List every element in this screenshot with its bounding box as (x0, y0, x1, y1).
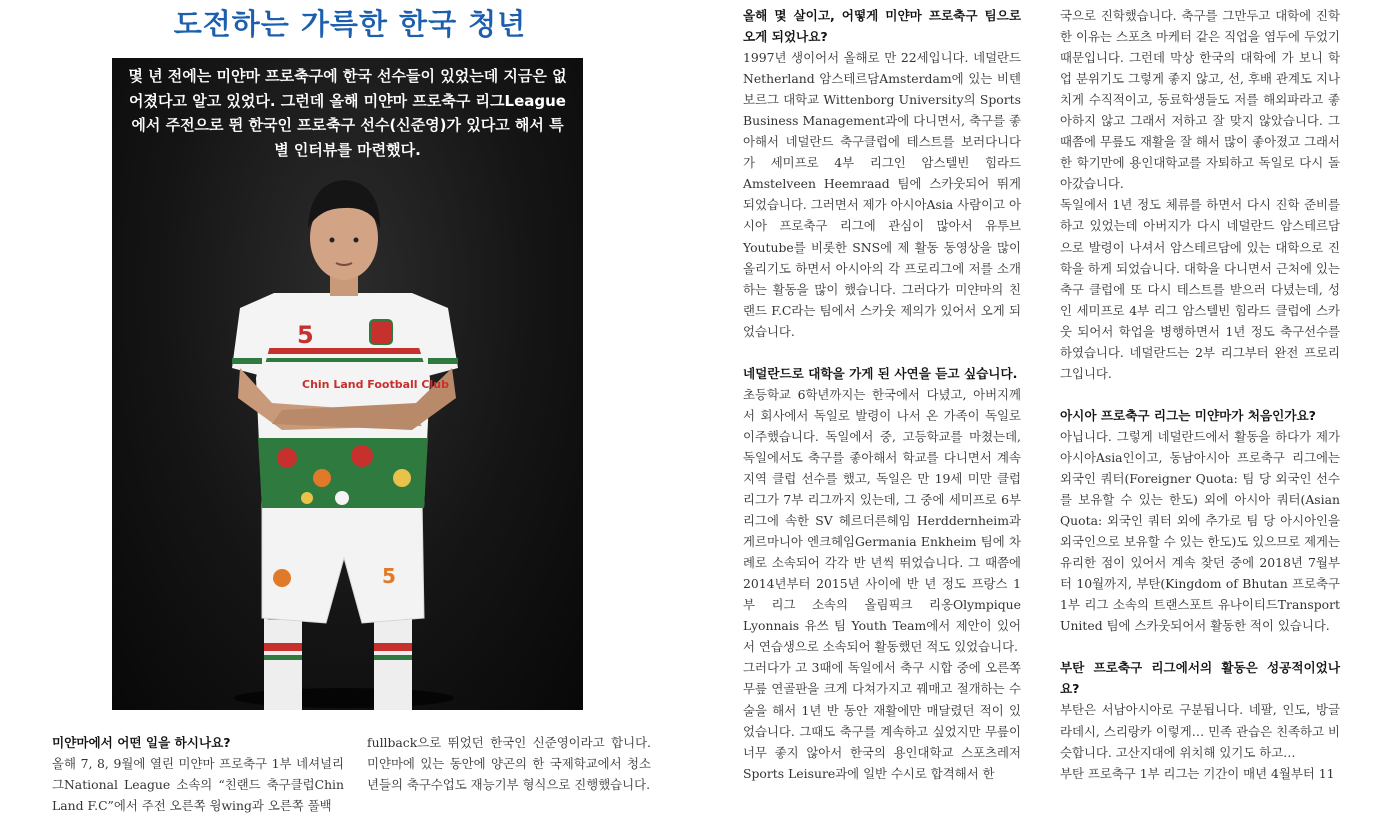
answer-paragraph: 부탄은 서남아시아로 구분됩니다. 네팔, 인도, 방글라데시, 스리랑카 이렇게… 민족 관습은 친족하고 비슷합니다. 고산지대에 위치해 있기도 하고… (1060, 702, 1340, 760)
answer-paragraph: fullback으로 뛰었던 한국인 신준영이라고 합니다. 미얀마에 있는 동안에 양곤의 한 국제학교에서 청소년들의 축구수업도 재능기부 형식으로 진행했습니다. (367, 735, 651, 793)
intro-caption: 몇 년 전에는 미얀마 프로축구에 한국 선수들이 있었는데 지금은 없어졌다고 알고 있었다. 그런데 올해 미얀마 프로축구 리그League에서 주전으로 뛴 한국인 프로축구 선수(신준영)가 있다고 해서 특별 인터뷰를 마련했다. (128, 67, 567, 159)
question-heading: 올해 몇 살이고, 어떻게 미얀마 프로축구 팀으로 오게 되었나요? (743, 8, 1021, 45)
answer-paragraph: 독일에서 1년 정도 체류를 하면서 다시 진학 준비를 하고 있었는데 아버지가 다시 네덜란드 암스테르담으로 발령이 나셔서 암스테르담에 있는 대학으로 진학을 하게 되었습니다. 대학을 다니면서 근처에 있는 축구 클럽에 또 다시 테스트를 받으러 다녔는데, 성인 세미프로 4부 리그 암스텔빈 힘라드 클럽에 스카웃 되어서 학업을 병행하면서 1년 정도 축구선수를 하였습니다. 네덜란드는 2부 리그부터 완전 프로리그입니다. (1060, 197, 1340, 381)
article-column-3 (743, 5, 1021, 784)
question-heading: 네덜란드로 대학을 가게 된 사연을 듣고 싶습니다. (743, 365, 1018, 381)
answer-paragraph: 아닙니다. 그렇게 네덜란드에서 활동을 하다가 제가 아시아Asia인이고, 동남아시아 프로축구 리그에는 외국인 쿼터(Foreigner Quota: 팀 당 외국인 선수를 보유할 수 있는 한도) 외에 아시아 쿼터(Asian Quota: 외국인 쿼터 외에 추가로 팀 당 아시아인을 외국인으로 보유할 수 있는 한도)도 있으므로 제게는 유리한 점이 있어서 계속 찾던 중에 2018년 7월부터 10월까지, 부탄(Kingdom of Bhutan 프로축구 1부 리그 소속의 트랜스포트 유나이티드Transport United 팀에 스카웃되어서 활동한 적이 있습니다. (1060, 428, 1340, 634)
page-title: 도전하는 가륵한 한국 청년 (173, 7, 527, 41)
question-heading: 아시아 프로축구 리그는 미얀마가 처음인가요? (1060, 407, 1316, 423)
answer-paragraph: 초등학교 6학년까지는 한국에서 다녔고, 아버지께서 회사에서 독일로 발령이 나서 온 가족이 독일로 이주했습니다. 독일에서 중, 고등학교를 마쳤는데, 독일에서도 축구를 좋아해서 학교를 다니면서 계속 지역 클럽 선수를 했고, 독일은 만 19세 미만 클럽리그가 7부 리그까지 있는데, 그 중에 세미프로 6부 리그에 속한 SV 헤르더른헤임 Herddernheim과 게르마니아 엔크헤임Germania Enkheim 팀에 차례로 소속되어 각각 반 년씩 뛰었습니다. 그 때쯤에 2014년부터 2015년 사이에 반 년 정도 프랑스 1부 리그 소속의 올림픽크 리옹Olympique Lyonnais 유쓰 팀 Youth Team에서 제안이 있어서 연습생으로 소속되어 활동했던 적도 있었습니다. (743, 386, 1021, 655)
article-column-2 (367, 732, 651, 795)
answer-paragraph: 국으로 진학했습니다. 축구를 그만두고 대학에 진학한 이유는 스포츠 마케터 같은 직업을 염두에 두었기 때문입니다. 그런데 막상 한국의 대학에 가 보니 학업 분위기도 그렇게 좋지 않고, 선, 후배 관계도 지나치게 수직적이고, 동료학생들도 저를 해외파라고 좋아하지 않고 그래서 저하고 잘 맞지 않았습니다. 그때쯤에 무릎도 재활을 잘 해서 많이 좋아졌고 그래서 한 학기만에 용인대학교를 자퇴하고 독일로 다시 돌아갔습니다. (1060, 8, 1340, 192)
svg-text:5: 5 (297, 321, 314, 349)
jersey-text: Chin Land Football Club (302, 378, 449, 391)
player-photo (112, 58, 583, 710)
question-heading: 부탄 프로축구 리그에서의 활동은 성공적이었나요? (1060, 660, 1340, 697)
svg-text:5: 5 (382, 564, 396, 588)
article-column-4 (1060, 5, 1340, 784)
answer-paragraph: 올해 7, 8, 9월에 열린 미얀마 프로축구 1부 네셔널리그National League 소속의 “친랜드 축구클럽Chin Land F.C”에서 주전 오른쪽 윙wing과 오른쪽 풀백 (52, 756, 344, 814)
answer-paragraph: 그러다가 고 3때에 독일에서 축구 시합 중에 오른쪽 무릎 연골판을 크게 다쳐가지고 꿰매고 절개하는 수술을 해서 1년 반 동안 재활에만 매달렸던 적이 있었습니다. 그때도 축구를 계속하고 싶었지만 무릎이 너무 좋지 않아서 한국의 용인대학교 스포츠레저Sports Leisure과에 일반 수시로 합격해서 한 (743, 660, 1021, 781)
question-heading: 미얀마에서 어떤 일을 하시나요? (52, 735, 231, 750)
answer-paragraph: 부탄 프로축구 1부 리그는 기간이 매년 4월부터 11 (1060, 765, 1335, 781)
answer-paragraph: 1997년 생이어서 올해로 만 22세입니다. 네덜란드Netherland 암스테르담Amsterdam에 있는 비텐보르그 대학교 Wittenborg University의 Sports Business Management과에 다니면서, 축구를 좋아해서 네덜란드 축구클럽에 테스트를 보러다니다가 세미프로 4부 리그인 암스텔빈 힘라드Amstelveen Heemraad 팀에 스카웃되어 뛰게 되었습니다. 그러면서 제가 아시아Asia 사람이고 아시아 프로축구 리그에 관심이 많아서 유투브Youtube를 비롯한 SNS에 제 활동 동영상을 많이 올리기도 하면서 아시아의 각 프로리그에 저를 소개하는 활동을 많이 했습니다. 그러다가 미얀마의 친랜드 F.C라는 팀에서 스카웃 제의가 있어서 오게 되었습니다. (743, 50, 1021, 339)
article-column-1 (52, 732, 344, 816)
